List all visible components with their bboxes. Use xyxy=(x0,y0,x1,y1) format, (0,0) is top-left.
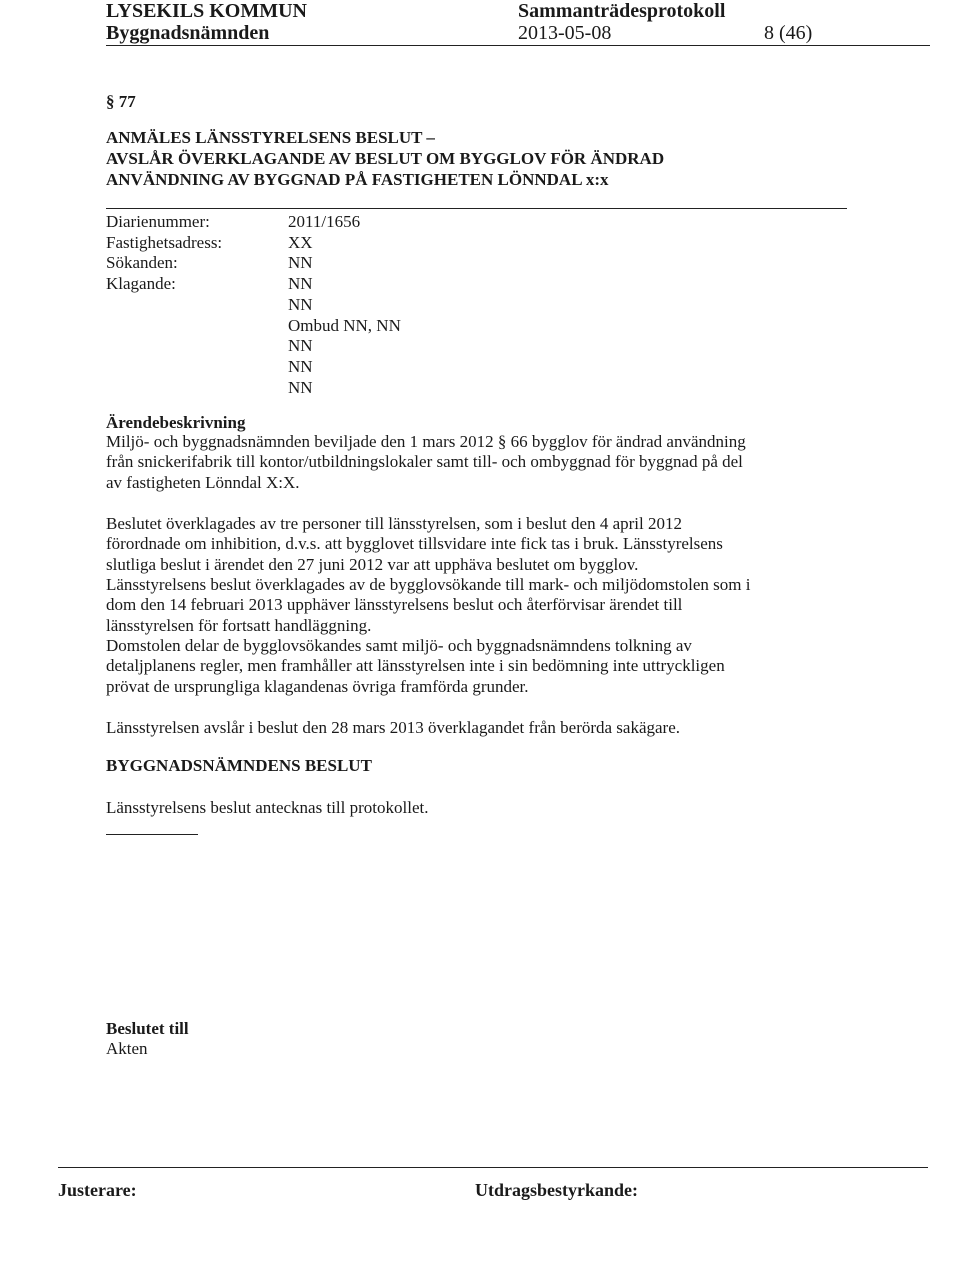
beslutet-till-heading: Beslutet till xyxy=(106,1019,189,1038)
meta-values xyxy=(288,212,401,398)
klagande-label: Klagande: xyxy=(106,274,176,294)
page-number: 8 (46) xyxy=(764,22,813,44)
arendebeskrivning-heading: Ärendebeskrivning xyxy=(106,413,246,432)
justerare-label: Justerare: xyxy=(58,1180,137,1200)
sokanden-value: NN xyxy=(288,253,313,273)
org-name: LYSEKILS KOMMUN xyxy=(106,0,307,22)
paragraph-beslut-bygglov xyxy=(106,432,844,493)
paragraph-line: slutliga beslut i ärendet den 27 juni 2012 var att upphäva beslutet om bygglov. xyxy=(106,554,639,574)
klagande-value: NN xyxy=(288,274,313,294)
klagande-value: NN xyxy=(288,377,313,397)
fastighetsadress-value: XX xyxy=(288,232,313,252)
beslut-heading: BYGGNADSNÄMNDENS BESLUT xyxy=(106,756,372,775)
section-title-line-1: ANMÄLES LÄNSSTYRELSENS BESLUT – xyxy=(106,128,435,147)
beslut-underline xyxy=(106,834,198,835)
section-number: § 77 xyxy=(106,92,136,111)
paragraph-line: Domstolen delar de bygglovsökandes samt miljö- och byggnadsnämndens tolkning av xyxy=(106,636,692,655)
meeting-date: 2013-05-08 xyxy=(518,22,612,44)
meta-labels xyxy=(106,212,222,295)
paragraph-line: förordnade om inhibition, d.v.s. att bygglovet tillsvidare inte fick tas i bruk. Länsstyrelsens xyxy=(106,534,723,554)
document-type: Sammanträdesprotokoll xyxy=(518,0,726,22)
beslutet-till-recipient: Akten xyxy=(106,1039,148,1058)
paragraph-line: detaljplanens regler, men framhåller att länsstyrelsen inte i sin bedömning inte uttryckligen xyxy=(106,656,725,676)
paragraph-domstol xyxy=(106,575,844,636)
diarienummer-value: 2011/1656 xyxy=(288,212,361,231)
header-rule xyxy=(106,45,930,46)
paragraph-line: av fastigheten Lönndal X:X. xyxy=(106,472,300,492)
paragraph-line: länsstyrelsen för fortsatt handläggning. xyxy=(106,615,372,635)
klagande-value: NN xyxy=(288,294,313,314)
klagande-value: NN xyxy=(288,356,313,376)
klagande-value: NN xyxy=(288,336,313,356)
title-rule xyxy=(106,208,847,209)
fastighetsadress-label: Fastighetsadress: xyxy=(106,232,223,252)
beslut-text: Länsstyrelsens beslut antecknas till protokollet. xyxy=(106,798,429,817)
paragraph-line: Miljö- och byggnadsnämnden beviljade den 1 mars 2012 § 66 bygglov för ändrad användning xyxy=(106,432,746,451)
paragraph-overklagande xyxy=(106,514,844,575)
paragraph-line: från snickerifabrik till kontor/utbildningslokaler samt till- och ombyggnad för byggnad på del xyxy=(106,452,743,472)
paragraph-lansstyrelsen-avslar: Länsstyrelsen avslår i beslut den 28 mars 2013 överklagandet från berörda sakägare. xyxy=(106,718,681,737)
paragraph-line: Beslutet överklagades av tre personer till länsstyrelsen, som i beslut den 4 april 2012 xyxy=(106,514,682,533)
diarienummer-label: Diarienummer: xyxy=(106,212,210,231)
paragraph-line: Länsstyrelsens beslut överklagades av de bygglovsökande till mark- och miljödomstolen som i xyxy=(106,575,751,594)
committee-name: Byggnadsnämnden xyxy=(106,22,270,44)
paragraph-line: dom den 14 februari 2013 upphäver länsstyrelsens beslut och återförvisar ärendet till xyxy=(106,595,683,615)
footer-rule xyxy=(58,1167,928,1168)
klagande-value: Ombud NN, NN xyxy=(288,315,401,335)
section-title-line-2: AVSLÅR ÖVERKLAGANDE AV BESLUT OM BYGGLOV FÖR ÄNDRAD xyxy=(106,149,665,168)
section-title-line-3: ANVÄNDNING AV BYGGNAD PÅ FASTIGHETEN LÖNNDAL x:x xyxy=(106,170,609,189)
paragraph-domstolen-delar xyxy=(106,636,844,697)
utdragsbestyrkande-label: Utdragsbestyrkande: xyxy=(475,1180,639,1200)
paragraph-line: prövat de ursprungliga klagandenas övriga framförda grunder. xyxy=(106,676,529,696)
sokanden-label: Sökanden: xyxy=(106,253,178,273)
